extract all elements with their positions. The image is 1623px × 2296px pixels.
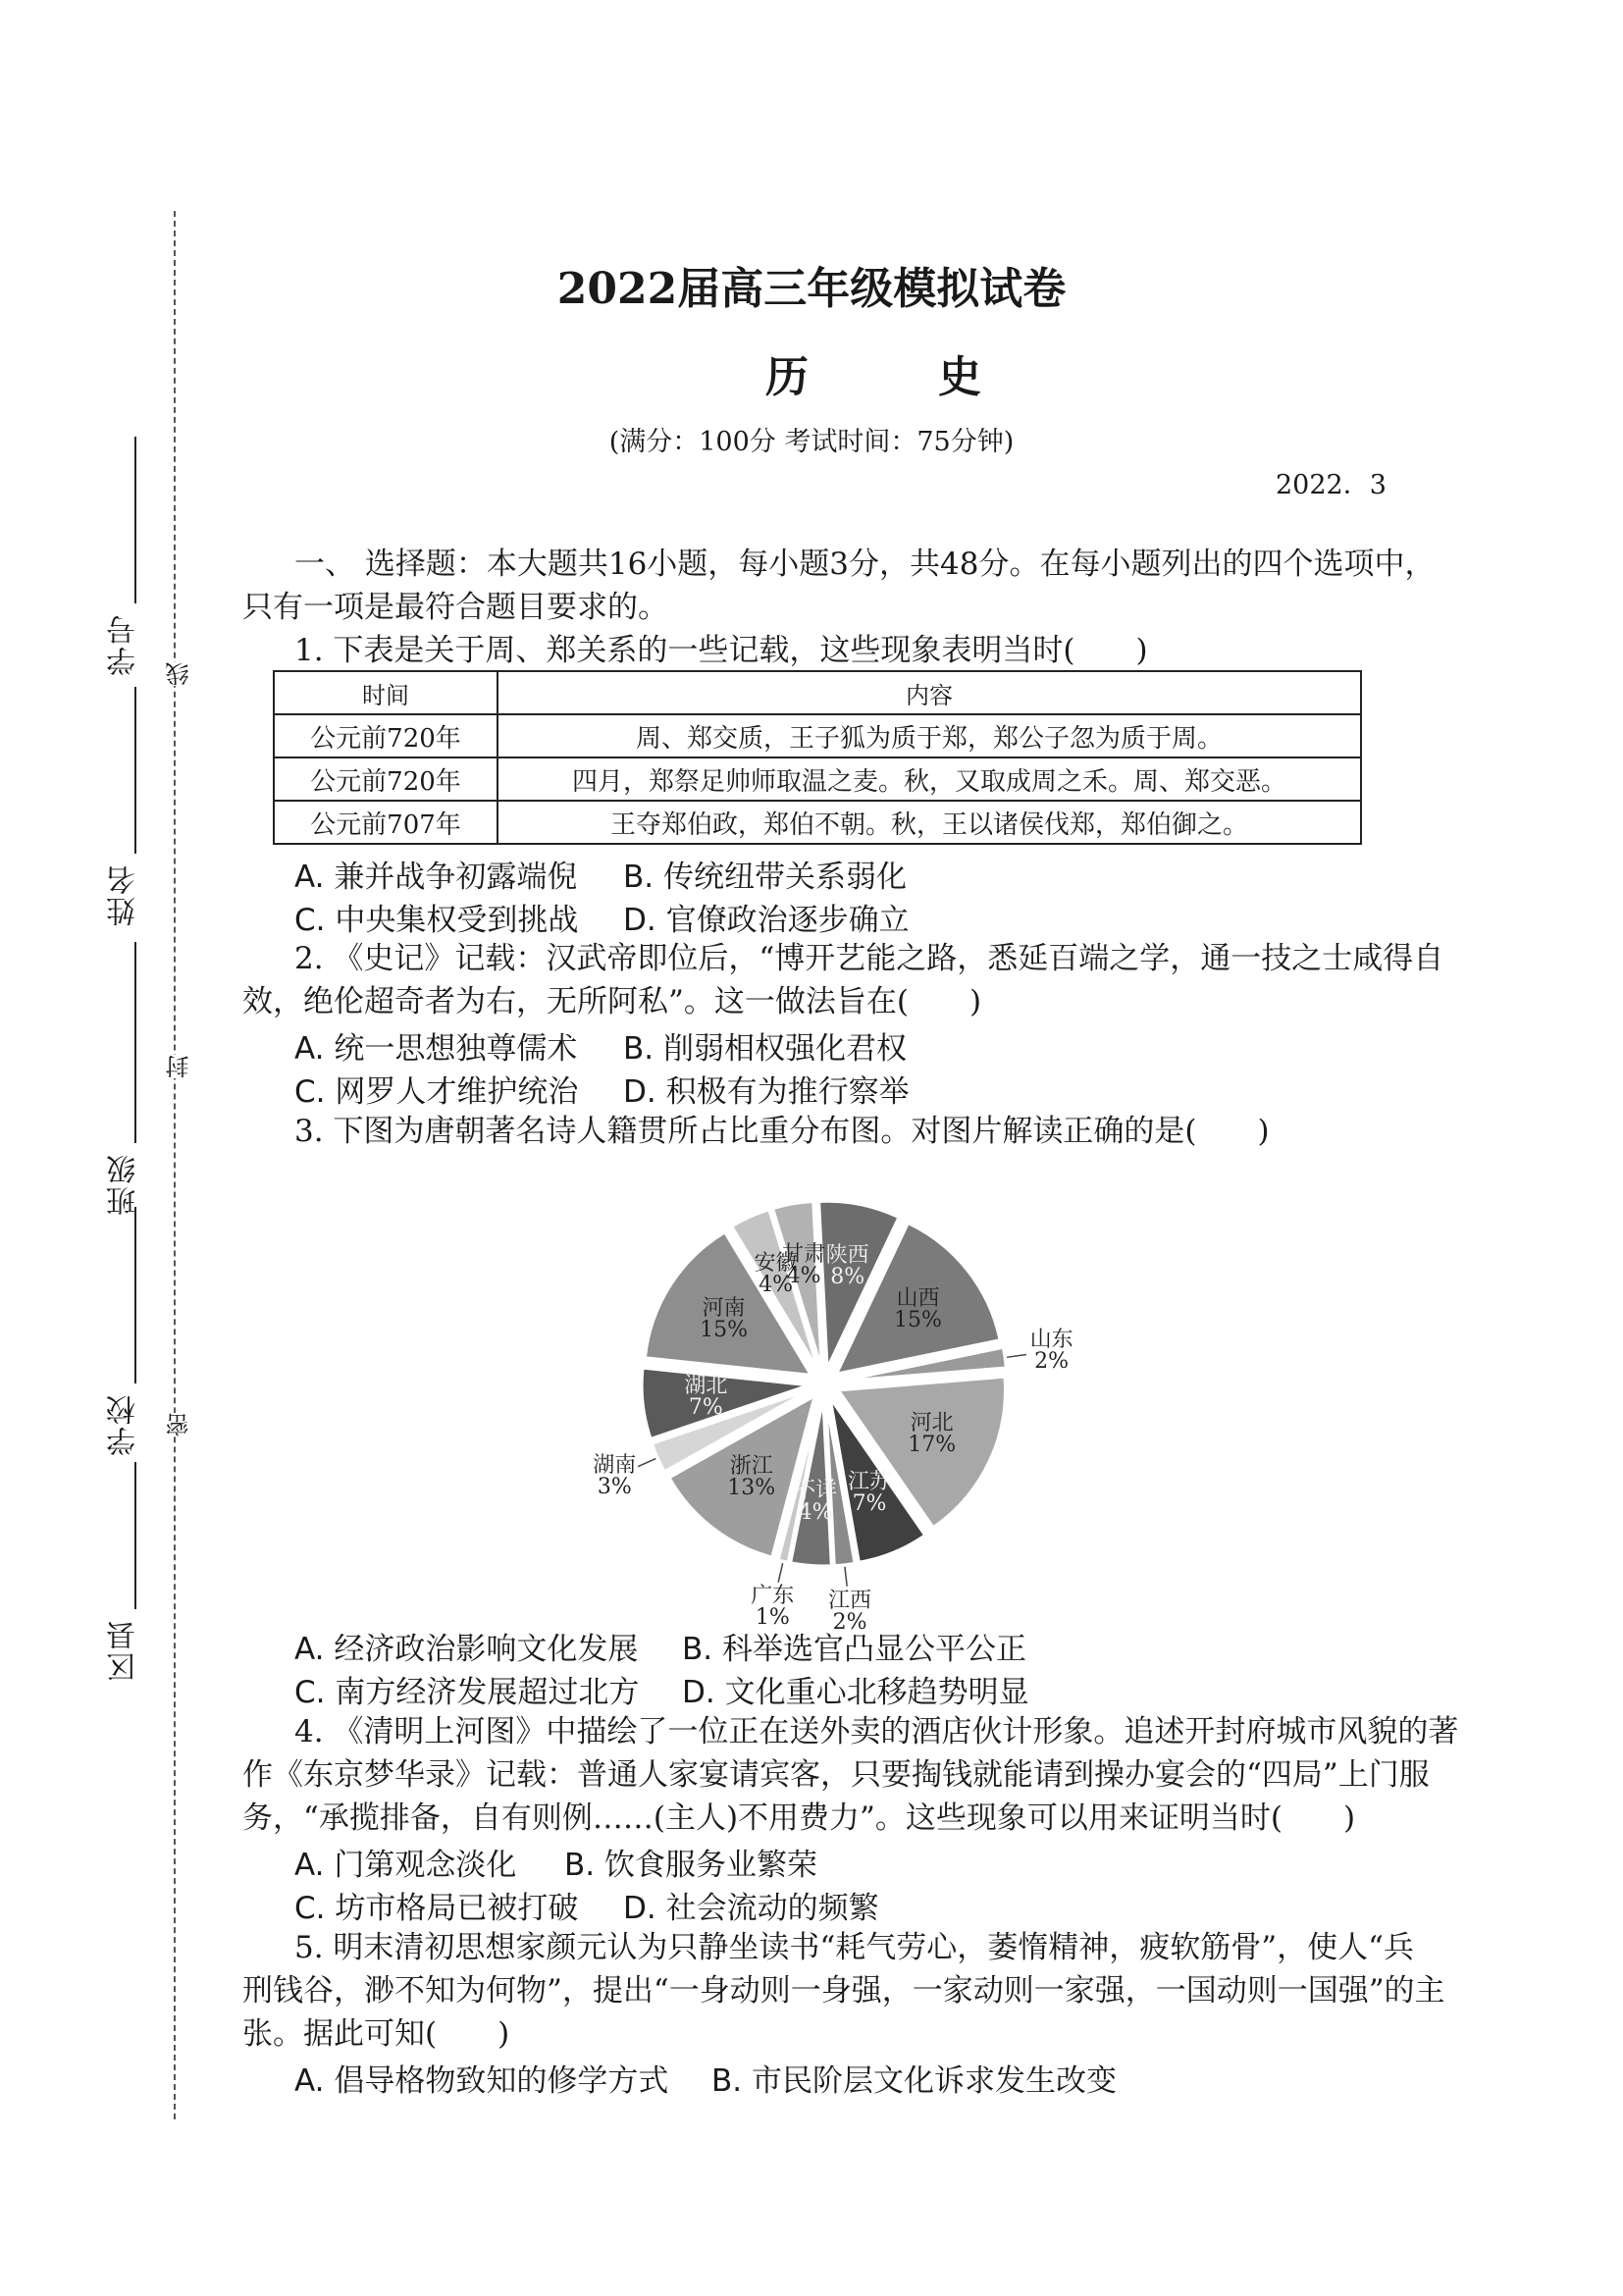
- q3-option-d[interactable]: D. 文化重心北移趋势明显: [682, 1675, 1029, 1710]
- table-row: [274, 801, 1361, 844]
- q2-option-b[interactable]: B. 削弱相权强化君权: [623, 1031, 907, 1067]
- table-cell-content: 王夺郑伯政，郑伯不朝。秋，王以诸侯伐郑，郑伯御之。: [497, 801, 1361, 844]
- pie-label-value: 2%: [832, 1609, 867, 1635]
- pie-label: [690, 1295, 759, 1342]
- binding-dashed-line: [174, 211, 176, 2119]
- question-2-line2: 效，绝伦超奇者为右，无所阿私”。这一做法旨在( ): [242, 984, 982, 1019]
- q4-option-a[interactable]: A. 门第观念淡化: [294, 1848, 517, 1883]
- question-3-stem: 3. 下图为唐朝著名诗人籍贯所占比重分布图。对图片解读正确的是( ): [294, 1114, 1270, 1149]
- pie-label-name: 广东: [751, 1583, 795, 1608]
- table-row: [274, 757, 1361, 801]
- pie-label-name: 安徽: [754, 1251, 798, 1277]
- pie-label-value: 4%: [798, 1500, 833, 1526]
- question-5-line2: 刑钱谷，渺不知为何物”，提出“一身动则一身强，一家动则一家强，一国动则一国强”的主: [242, 1973, 1445, 2009]
- q5-option-b[interactable]: B. 市民阶层文化诉求发生改变: [711, 2063, 1117, 2099]
- pie-label-name: 浙江: [729, 1454, 773, 1480]
- pie-label-name: 山东: [1029, 1327, 1073, 1352]
- pie-label-value: 4%: [759, 1273, 793, 1298]
- class-blank: [134, 942, 136, 1143]
- question-4-line1: 4. 《清明上河图》中描绘了一位正在送外卖的酒店伙计形象。追述开封府城市风貌的著: [294, 1714, 1459, 1749]
- question-1-stem: 1. 下表是关于周、郑关系的一些记载，这些现象表明当时( ): [294, 633, 1148, 668]
- table-header-row: [274, 671, 1361, 714]
- question-4-line3: 务，“承揽排备，自有则例……(主人)不用费力”。这些现象可以用来证明当时( ): [242, 1800, 1356, 1836]
- question-1-table: [273, 670, 1362, 845]
- cut-word-seal: 封: [162, 1055, 196, 1078]
- q1-option-d[interactable]: D. 官僚政治逐步确立: [623, 903, 910, 938]
- q3-option-b[interactable]: B. 科举选官凸显公平公正: [682, 1632, 1026, 1667]
- table-cell-time: 公元前720年: [274, 714, 497, 757]
- pie-label-value: 7%: [688, 1394, 723, 1420]
- pie-label: [671, 1373, 740, 1420]
- student-id-blank: [134, 437, 136, 603]
- q5-option-a[interactable]: A. 倡导格物致知的修学方式: [294, 2063, 669, 2099]
- pie-label-value: 17%: [908, 1433, 957, 1458]
- question-4-line2: 作《东京梦华录》记载：普通人家宴请宾客，只要掏钱就能请到操办宴会的“四局”上门服: [242, 1757, 1430, 1793]
- pie-label-name: 江苏: [848, 1470, 892, 1495]
- exam-info: (满分：100分 考试时间：75分钟): [608, 427, 1015, 457]
- pie-label: [717, 1456, 786, 1499]
- pie-label-name: 河南: [702, 1295, 746, 1321]
- q2-option-a[interactable]: A. 统一思想独尊儒术: [294, 1031, 578, 1067]
- subject-title: [765, 341, 981, 404]
- cut-word-secret: 密: [162, 1413, 196, 1436]
- cut-word-line: 线: [162, 662, 196, 686]
- pie-label-name: 江西: [828, 1588, 872, 1613]
- table-cell-time: 公元前707年: [274, 801, 497, 844]
- pie-label: [580, 1455, 649, 1498]
- question-5-line3: 张。据此可知( ): [242, 2016, 510, 2052]
- section-heading: 一、 选择题：本大题共16小题，每小题3分，共48分。在每小题列出的四个选项中，: [294, 547, 1436, 582]
- margin-label-district: 区县: [107, 1619, 141, 1682]
- pie-label-value: 15%: [700, 1317, 748, 1342]
- pie-label: [738, 1583, 807, 1630]
- q4-option-c[interactable]: C. 坊市格局已被打破: [294, 1891, 579, 1926]
- pie-label-value: 7%: [852, 1491, 887, 1517]
- margin-label-student-id: 学号: [107, 613, 141, 676]
- margin-label-name: 姓名: [107, 863, 141, 926]
- pie-label-name: 山西: [896, 1285, 940, 1311]
- pie-label-name: 不详: [794, 1479, 838, 1504]
- q2-option-d[interactable]: D. 积极有为推行察举: [623, 1074, 910, 1110]
- q1-option-b[interactable]: B. 传统纽带关系弱化: [623, 860, 907, 895]
- table-cell-content: 四月，郑祭足帅师取温之麦。秋，又取成周之禾。周、郑交恶。: [497, 757, 1361, 801]
- pie-label-name: 河北: [910, 1411, 954, 1436]
- q4-option-b[interactable]: B. 饮食服务业繁荣: [564, 1848, 817, 1883]
- table-cell-time: 公元前720年: [274, 757, 497, 801]
- pie-label-value: 13%: [727, 1476, 776, 1501]
- margin-label-school: 学校: [107, 1393, 141, 1456]
- pie-label: [1018, 1327, 1086, 1374]
- pie-label-name: 湖北: [684, 1373, 728, 1398]
- school-blank: [134, 1207, 136, 1383]
- question-2-line1: 2. 《史记》记载：汉武帝即位后，“博开艺能之路，悉延百端之学，通一技之士咸得自: [294, 941, 1444, 976]
- pie-label: [781, 1481, 850, 1524]
- exam-title: 2022届高三年级模拟试卷: [556, 264, 1067, 314]
- pie-labels: [550, 1153, 1099, 1635]
- q1-option-a[interactable]: A. 兼并战争初露端倪: [294, 860, 578, 895]
- district-blank: [134, 1462, 136, 1609]
- section-heading-cont: 只有一项是最符合题目要求的。: [242, 590, 668, 625]
- q3-option-a[interactable]: A. 经济政治影响文化发展: [294, 1632, 639, 1667]
- table-header-content: 内容: [497, 671, 1361, 714]
- pie-label-value: 8%: [830, 1264, 865, 1289]
- pie-label: [883, 1285, 952, 1332]
- pie-label-name: 甘肃: [782, 1242, 826, 1268]
- q2-option-c[interactable]: C. 网罗人才维护统治: [294, 1074, 579, 1110]
- pie-label-name: 陕西: [825, 1242, 869, 1268]
- table-header-time: 时间: [274, 671, 497, 714]
- subject-char: 史: [938, 352, 981, 402]
- pie-label-value: 2%: [1034, 1348, 1070, 1374]
- margin-label-class: 班级: [107, 1153, 141, 1216]
- name-blank: [134, 687, 136, 854]
- table-cell-content: 周、郑交质，王子狐为质于郑，郑公子忽为质于周。: [497, 714, 1361, 757]
- subject-char: 历: [765, 352, 809, 402]
- pie-label-value: 4%: [786, 1264, 821, 1289]
- pie-label-value: 15%: [894, 1307, 942, 1332]
- pie-label: [769, 1244, 838, 1287]
- q4-option-d[interactable]: D. 社会流动的频繁: [623, 1891, 879, 1926]
- question-5-line1: 5. 明末清初思想家颜元认为只静坐读书“耗气劳心，萎惰精神，疲软筋骨”，使人“兵: [294, 1930, 1414, 1965]
- q3-option-c[interactable]: C. 南方经济发展超过北方: [294, 1675, 640, 1710]
- q1-option-c[interactable]: C. 中央集权受到挑战: [294, 903, 579, 938]
- pie-label: [898, 1413, 967, 1456]
- exam-date: 2022．3: [1276, 470, 1387, 500]
- pie-label-value: 3%: [597, 1475, 632, 1500]
- pie-label-value: 1%: [755, 1604, 790, 1630]
- table-row: [274, 714, 1361, 757]
- pie-label-name: 湖南: [593, 1453, 637, 1479]
